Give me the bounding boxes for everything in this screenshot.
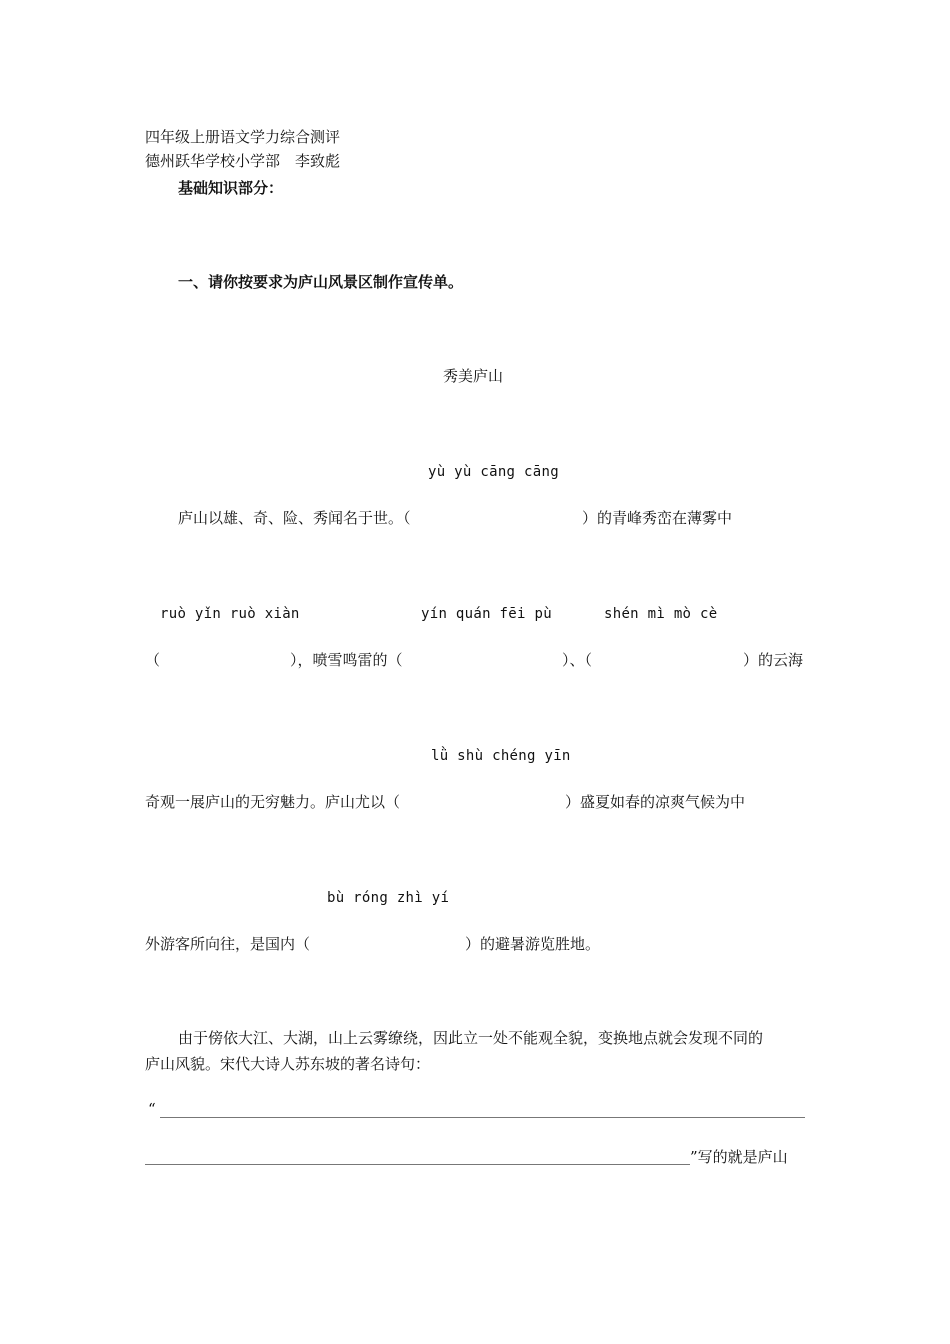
poem-close-text: ”写的就是庐山 — [690, 1148, 788, 1166]
poem-answer-line-2[interactable] — [145, 1164, 690, 1165]
text-line-4-start: 外游客所向往，是国内（ — [145, 935, 311, 953]
text-line-2-b: ），喷雪鸣雷的（ — [290, 651, 403, 669]
text-line-2-c: ）、（ — [562, 651, 593, 669]
pinyin-burongzhiyi: bù róng zhì yí — [327, 890, 450, 906]
section-heading: 基础知识部分： — [178, 179, 284, 197]
text-line-4-end: ）的避暑游览胜地。 — [465, 935, 601, 953]
paragraph-2-line-1: 由于傍依大江、大湖，山上云雾缭绕，因此立一处不能观全貌，变换地点就会发现不同的 — [178, 1029, 764, 1047]
text-line-1-end: ）的青峰秀峦在薄雾中 — [582, 509, 733, 527]
text-line-3-start: 奇观一展庐山的无穷魅力。庐山尤以（ — [145, 793, 401, 811]
text-line-3-end: ）盛夏如春的凉爽气候为中 — [565, 793, 746, 811]
poem-open-quote: “ — [148, 1100, 156, 1118]
flyer-title: 秀美庐山 — [443, 367, 504, 385]
paragraph-2-line-2: 庐山风貌。宋代大诗人苏东坡的著名诗句： — [145, 1055, 431, 1073]
question-1-prompt: 一、请你按要求为庐山风景区制作宣传单。 — [178, 273, 464, 291]
pinyin-yinquanfeipu: yín quán fēi pù — [421, 606, 552, 622]
doc-title: 四年级上册语文学力综合测评 — [145, 128, 341, 146]
text-line-2-d: ）的云海 — [743, 651, 804, 669]
text-line-2-a: （ — [145, 651, 161, 669]
pinyin-yuyucangcang: yù yù cāng cāng — [428, 464, 559, 480]
pinyin-shenmimoce: shén mì mò cè — [604, 606, 718, 622]
text-line-1-start: 庐山以雄、奇、险、秀闻名于世。（ — [178, 509, 411, 527]
pinyin-lvshuchengyin: lǜ shù chéng yīn — [431, 748, 571, 764]
doc-author: 德州跃华学校小学部 李致彪 — [145, 152, 341, 170]
pinyin-ruoyinruoxian: ruò yǐn ruò xiàn — [160, 606, 300, 622]
poem-answer-line-1[interactable] — [160, 1117, 805, 1118]
